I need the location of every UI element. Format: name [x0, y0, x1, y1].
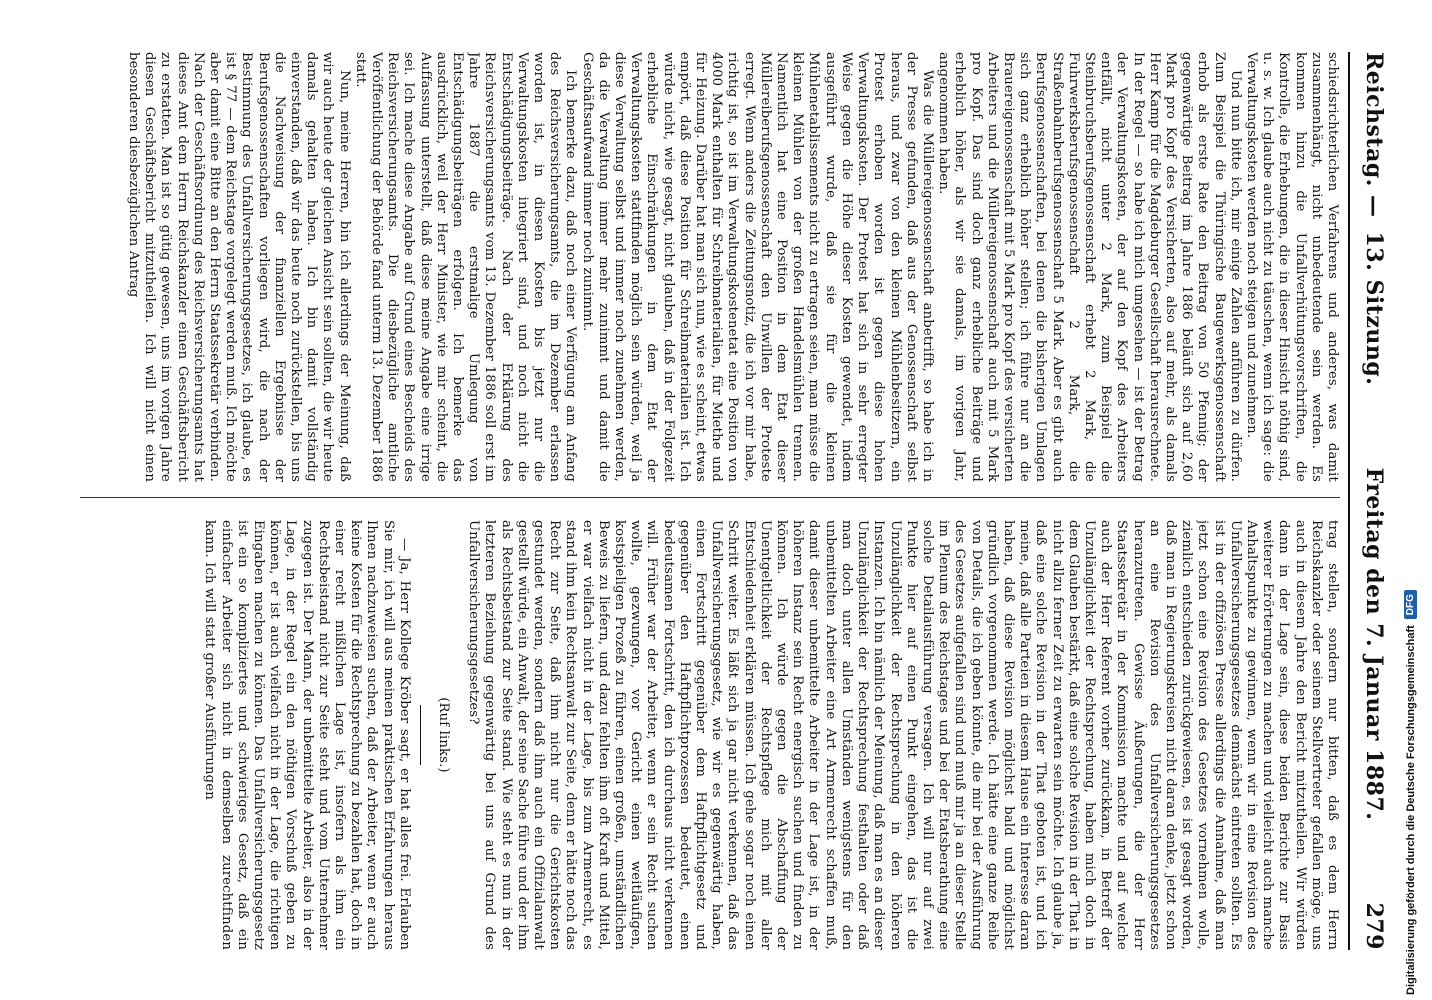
paragraph: trag stellen, sondern nur bitten, daß es dem Herrn Reichskanzler oder seinem Stellvertreter gefallen möge, uns auch in diesem Jahre den Bericht mitzutheilen. Wir würden dann in der Lage sein, diese beiden Berichte zur Basis weiterer Erörterungen zu machen und vielleicht auch manche Anhaltspunkte zu gewinnen, wenn wir in eine Revision des Unfallversicherungsgesetzes demnächst eintreten sollten. Es ist in der offiziösen Presse allerdings die Annahme, daß man jetzt schon eine Revision des Gesetzes vornehmen wolle, ziemlich entschieden zurückgewiesen, es ist gesagt worden, daß man in Regierungskreisen nicht daran denke, jetzt schon an eine Revision des Unfallversicherungsgesetzes heranzutreten. Gewisse Äußerungen, die der Herr Staatssekretär in der Kommission machte und auf welche auch der Herr Referent vorher zurückkam, in Betreff der Unzulänglichkeit der Rechtsprechung, haben mich doch in dem Glauben bestärkt, daß eine solche Revision in der That in nicht allzu ferner Zeit zu erwarten sein möchte. Ich glaube ja, daß eine solche Revision in der That geboten ist, und ich meine, daß alle Parteien in diesem Hause ein Interesse daran haben, daß diese Revision möglichst bald und möglichst gründlich vorgenommen werde. Ich hätte eine ganze Reihe von Details, die ich geben könnte, die mir bei der Ausführung des Gesetzes aufgefallen sind und muß mir ja an dieser Stelle im Plenum des Reichstages und bei der Etatsberathung eine solche Detailausführung versagen. Ich will nur auf zwei Punkte hier auf einen Punkt eingehen, das ist die Unzulänglichkeit der Rechtsprechung in den höheren Instanzen. Ich bin nämlich der Meinung, daß man es an dieser Unzulänglichkeit der Rechtsprechung festhalten oder daß man doch unter allen Umständen wenigstens für den unbemittelten Arbeiter eine Art Armenrecht schaffen muß, damit dieser unbemittelte Arbeiter in der Lage ist, in der höheren Instanz sein Recht energisch suchen und finden zu können. Ich würde gegen die Abschaffung der Unentgeltlichkeit der Rechtspflege mich mit aller Entschiedenheit erklären müssen. Ich gehe sogar noch einen Schritt weiter. Es läßt sich ja gar nicht verkennen, daß das Unfallversicherungsgesetz, wie wir es gegenwärtig haben, einen Fortschritt gegenüber dem Haftpflichtgesetz und gegenüber den Haftpflichtprozessen bedeutet, einen bedeutsamen Fortschritt, den ich durchaus nicht verkennen will. Früher war der Arbeiter, wenn er sein Recht suchen wollte, gezwungen, vor Gericht einen weitläufigen, kostspieligen Prozeß zu führen, einen großen, umständlichen Beweis zu liefern, und dazu fehlten ihm oft Kraft und Mittel, er war vielfach nicht in der Lage, bis zum Armenrecht, es stand ihm kein Rechtsanwalt zur Seite, denn er hätte noch das Recht zur Seite, daß ihm nicht nur die Gerichtskosten gestundet werden, sondern daß ihm auch ein Offizialanwalt gestellt würde, ein Anwalt, der seine Sache führe und der ihm als Rechtsbeistand zur Seite stand. Wie steht es nun in der letzteren Beziehung gegenwärtig bei uns auf Grund des Unfallversicherungsgesetzes?: [466, 520, 1340, 950]
dfg-logo: DFG: [1404, 590, 1417, 619]
dfg-credit-text: Digitalisierung gefördert durch die Deutsche Forschungsgemeinschaft: [1404, 625, 1417, 995]
header-date: Freitag den 7. Januar 1887.: [1361, 467, 1387, 821]
header-session: 13. Sitzung.: [1361, 231, 1387, 386]
paragraph: Was die Müllereigenossenschaft anbetrifft, so habe ich in der Presse gefunden, daß aus der Genossenschaft selbst heraus, und zwar von den kleinen Mühlenbesitzern, ein Protest erhoben worden ist gegen diese hohen Verwaltungskosten. Der Protest hat sich in sehr erregter Weise gegen die Höhe dieser Kosten gewendet, indem ausgeführt wurde, daß sie für die kleinen Mühlenetablissements nicht zu ertragen seien, man müsse die kleinen Mühlen von der großen Handelsmühlen trennen. Namentlich hat eine Position in dem Etat dieser Müllereiberufsgenossenschaft den Unwillen der Proteste erregt. Wenn anders die Zeitungsnotiz, die ich vor mir habe, richtig ist, so ist im Verwaltungskostenetat eine Position von 4000 Mark enthalten für Schreibmaterialien, für Miethe und für Heizung. Darüber hat man sich nun, wie es scheint, etwas empört, daß diese Position für Schreibmaterialien ist. Ich würde nicht, wie gesagt, nicht glauben, daß in der Folgezeit erhebliche Einschränkungen in dem Etat der Verwaltungskosten stattfinden möglich sein würden, weil ja diese Verwaltung selbst und immer noch zunehmen werden, da die Verwaltung immer mehr zunimmt und damit die Geschäftsaufwand immer noch zunimmt.: [579, 52, 935, 482]
header-title: Reichstag. —: [1361, 52, 1387, 218]
page-header: [1354, 52, 1394, 950]
paragraph: — Ja, Herr Kollege Kröber sagt, er hat alles frei. Erlauben Sie mir, ich will aus meinen praktischen Erfahrungen heraus Ihnen nachzuweisen suchen, daß der Arbeiter, wenn er auch keine Kosten für die Rechtsprechung zu bezahlen hat, doch in einer recht mißlichen Lage ist, insofern als ihm ein Rechtsbeistand nicht zur Seite steht und vom Unternehmer zugegen ist. Der Mann, der unbemittelte Arbeiter, also in der Lage, in der Regel ein den nöthigen Vorschuß geben zu können, er ist auch vielfach nicht in der Lage, die richtigen Eingaben machen zu können. Das Unfallversicherungsgesetz ist ein so kompliziertes und schwieriges Gesetz, daß ein einfacher Arbeiter sich nicht in demselben zurechtfinden kann. Ich will statt großer Ausführungen: [202, 520, 412, 950]
header-left: [1361, 52, 1387, 385]
interjection: (Ruf links.): [436, 697, 452, 773]
paragraph: schiedsrichterlichen Verfahrens und anderes, was damit zusammenhängt, nicht unbedeutende sein werden. Es kommen hinzu die Unfallverhütungsvorschriften, die Kontrolle, die Erhebungen, die in dieser Hinsicht nöthig sind, u. s. w. Ich glaube auch nicht zu täuschen, wenn ich sage: die Verwaltungskosten werden noch steigen und zunehmen.: [1243, 52, 1340, 482]
page-number: 279: [1361, 902, 1387, 950]
dfg-credit: [1404, 590, 1417, 995]
left-column: [70, 52, 1340, 482]
paragraph: Nun, meine Herren, bin ich allerdings der Meinung, daß wir auch heute der gleichen Ansicht sein sollten, die wir heute damals gehalten haben. Ich bin damit vollständig einverstanden, daß wir das heute noch zurückstellen, bis uns die Nachweisung der finanziellen Ergebnisse der Berufsgenossenschaften vorliegen wird, die nach der Bestimmung des Unfallversicherungsgesetzes, ich glaube, es ist § 77 — dem Reichstage vorgelegt werden muß. Ich möchte aber damit eine Bitte an den Herrn Staatssekretär verbinden. Nach der Geschäftsordnung des Reichsversicherungsamts hat dieses Amt dem Herrn Reichskanzler einen Geschäftsbericht zu erstatten. Man ist so gütig gewesen, uns im vorigen Jahre diesen Geschäftsbericht mitzutheilen. Ich will nicht einen besonderen diesbezüglichen Antrag: [125, 52, 352, 482]
section-rule: [420, 705, 421, 765]
right-column: [70, 520, 1340, 950]
header-rule: [1348, 52, 1350, 950]
paragraph: Und nun bitte ich, mir einige Zahlen anführen zu dürfen. Zum Beispiel die Thüringische Baugewerksgenossenschaft erhob als erste Rate den Beitrag von 50 Pfennig; der gegenwärtige Beitrag im Jahre 1886 beläuft sich auf 2,60 Mark pro Kopf des Versicherten, also auf mehr, als damals Herr Kamp für die Magdeburger Gesellschaft herausrechnete. In der Regel — so habe ich mich umgesehen — ist der Betrag der Verwaltungskosten, der auf den Kopf des Arbeiters entfällt, nicht unter 2 Mark, zum Beispiel die Steinbruchsberufsgenossenschaft erhebt 2 Mark, die Fuhrwerksberufsgenossenschaft 2 Mark, die Straßenbahnberufsgenossenschaft 5 Mark. Aber es gibt auch Berufsgenossenschaften, bei denen die bisherigen Umlagen sich ganz erheblich höher stellen; ich führe nur an die Brauereigenossenschaft mit 5 Mark pro Kopf des versicherten Arbeiters und die Müllereigenossenschaft auch mit 5 Mark pro Kopf. Das sind doch ganz erhebliche Beiträge und erheblich höher, als wir sie damals, im vorigen Jahr, angenommen haben.: [936, 52, 1243, 482]
paragraph: Ich bemerke dazu, daß noch einer Verfügung am Anfang des Reichsversicherungsamts, die im Dezember erlassen worden ist, in diesen Kosten bis jetzt nur die Verwaltungskosten integriert sind, und noch nicht die Entschädigungsbeiträge. Nach der Erklärung des Reichsversicherungsamts vom 13. Dezember 1886 soll erst im Jahre 1887 die erstmalige Umlegung von Entschädigungsbeiträgen erfolgen. Ich bemerke das ausdrücklich, weil der Herr Minister, wie mir scheint, die Auffassung unterstellt, daß diese meine Angabe eine irrige sei. Ich mache diese Angabe auf Grund eines Bescheids des Reichsversicherungsamts. Die diesbezügliche amtliche Veröffentlichung der Behörde fand unterm 13. Dezember 1886 statt.: [352, 52, 579, 482]
column-divider: [80, 497, 1340, 498]
